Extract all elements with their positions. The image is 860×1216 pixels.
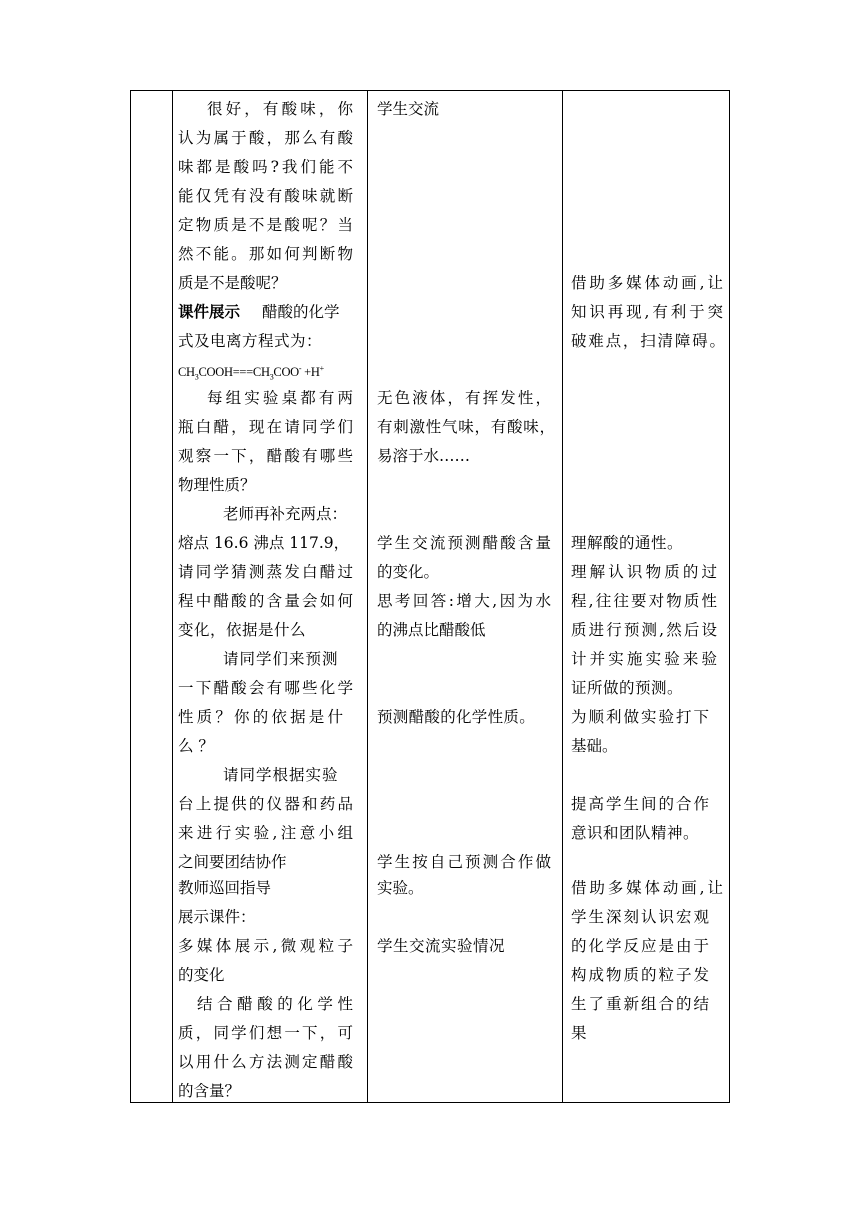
stage-cell — [131, 91, 173, 1103]
teacher-line-7: 质是不是酸呢？ — [178, 274, 287, 292]
teacher-line-12: 老师再补充两点： — [223, 505, 348, 523]
intent-line-2: 知识再现,有利于突 — [571, 303, 723, 321]
student-line-10: 学生按自己预测合作做 — [377, 853, 551, 871]
teacher-line-24: 之间要团结协作 — [178, 853, 287, 871]
intent-line-13: 意识和团队精神。 — [571, 824, 700, 842]
table-row — [131, 91, 730, 1103]
student-line-3: 有刺激性气味，有酸味， — [377, 418, 555, 436]
teacher-line-17: 请同学们来预测 — [223, 650, 339, 668]
intent-line-14: 借助多媒体动画,让 — [571, 879, 723, 897]
teacher-line-21: 请同学根据实验 — [223, 766, 339, 784]
courseware-line — [178, 302, 353, 322]
courseware-label: 课件展示 — [178, 302, 241, 321]
teacher-line-29: 结合醋酸的化学性 — [197, 995, 353, 1013]
teacher-line-31: 以用什么方法测定醋酸 — [178, 1053, 353, 1071]
teacher-line-11: 物理性质？ — [178, 476, 256, 494]
courseware-text-2: 式及电离方程式为： — [178, 332, 323, 350]
student-line-4: 易溶于水…… — [377, 447, 471, 465]
student-line-8: 的沸点比醋酸低 — [377, 621, 486, 639]
student-activity-cell — [368, 91, 563, 1103]
intent-line-3: 破难点，扫清障碍。 — [571, 332, 725, 350]
teacher-line-28: 的变化 — [178, 966, 225, 984]
intent-line-15: 学生深刻认识宏观 — [571, 908, 709, 926]
teacher-line-14: 请同学猜测蒸发白醋过 — [178, 563, 353, 581]
teacher-line-25: 教师巡回指导 — [178, 879, 272, 897]
student-line-1: 学生交流 — [377, 100, 440, 118]
teacher-line-23: 来进行实验,注意小组 — [178, 824, 353, 842]
teacher-line-30: 质，同学们想一下，可 — [178, 1024, 353, 1042]
lesson-plan-table — [130, 90, 730, 1103]
teacher-line-10: 观察一下，醋酸有哪些 — [178, 447, 353, 465]
teacher-line-19: 性质？你的依据是什 — [178, 708, 343, 726]
intent-line-10: 为顺利做实验打下 — [571, 708, 709, 726]
teacher-activity-cell — [173, 91, 368, 1103]
intent-line-8: 计并实施实验来验 — [571, 650, 717, 668]
intent-line-17: 构成物质的粒子发 — [571, 966, 709, 984]
teacher-line-27: 多媒体展示,微观粒子 — [178, 937, 353, 955]
student-line-6: 的变化。 — [377, 563, 440, 581]
teacher-line-6: 然不能。那如何判断物 — [178, 245, 353, 263]
student-line-9: 预测醋酸的化学性质。 — [377, 708, 536, 726]
intent-line-6: 程,往往要对物质性 — [571, 592, 717, 610]
teacher-line-13: 熔点 16.6 沸点 117.9， — [178, 534, 350, 552]
teacher-line-4: 能仅凭有没有酸味就断 — [178, 187, 353, 205]
intent-line-18: 生了重新组合的结 — [571, 995, 709, 1013]
student-line-2: 无色液体，有挥发性， — [377, 389, 551, 407]
intent-line-5: 理解认识物质的过 — [571, 563, 717, 581]
intent-line-1: 借助多媒体动画,让 — [571, 274, 723, 292]
teacher-line-16: 变化，依据是什么 — [178, 621, 307, 639]
teacher-line-32: 的含量？ — [178, 1082, 241, 1100]
teacher-line-15: 程中醋酸的含量会如何 — [178, 592, 353, 610]
student-line-7: 思考回答:增大,因为水 — [377, 592, 551, 610]
student-line-12: 学生交流实验情况 — [377, 937, 506, 955]
teacher-line-5: 定物质是不是酸呢？当 — [178, 216, 353, 234]
teacher-line-2: 认为属于酸，那么有酸 — [178, 129, 353, 147]
ionization-equation: $CH_3COOH===CH_3COO^- +H^+$ — [178, 364, 324, 382]
teacher-line-1: 很好，有酸味，你 — [207, 100, 353, 118]
teacher-line-9: 瓶白醋，现在请同学们 — [178, 418, 353, 436]
teacher-line-8: 每组实验桌都有两 — [207, 389, 353, 407]
teacher-line-26: 展示课件： — [178, 908, 256, 926]
courseware-text: 醋酸的化学 — [262, 303, 340, 321]
teacher-line-18: 一下醋酸会有哪些化学 — [178, 679, 353, 697]
student-line-11: 实验。 — [377, 879, 424, 897]
teacher-line-20: 么 ？ — [178, 737, 214, 755]
design-intent-cell — [563, 91, 730, 1103]
intent-line-12: 提高学生间的合作 — [571, 795, 709, 813]
intent-line-16: 的化学反应是由于 — [571, 937, 709, 955]
teacher-line-3: 味都是酸吗?我们能不 — [178, 158, 353, 176]
intent-line-9: 证所做的预测。 — [571, 679, 684, 697]
intent-line-11: 基础。 — [571, 737, 618, 755]
teacher-line-22: 台上提供的仪器和药品 — [178, 795, 353, 813]
intent-line-19: 果 — [571, 1024, 587, 1042]
student-line-5: 学生交流预测醋酸含量 — [377, 534, 551, 552]
intent-line-4: 理解酸的通性。 — [571, 534, 684, 552]
intent-line-7: 质进行预测,然后设 — [571, 621, 717, 639]
